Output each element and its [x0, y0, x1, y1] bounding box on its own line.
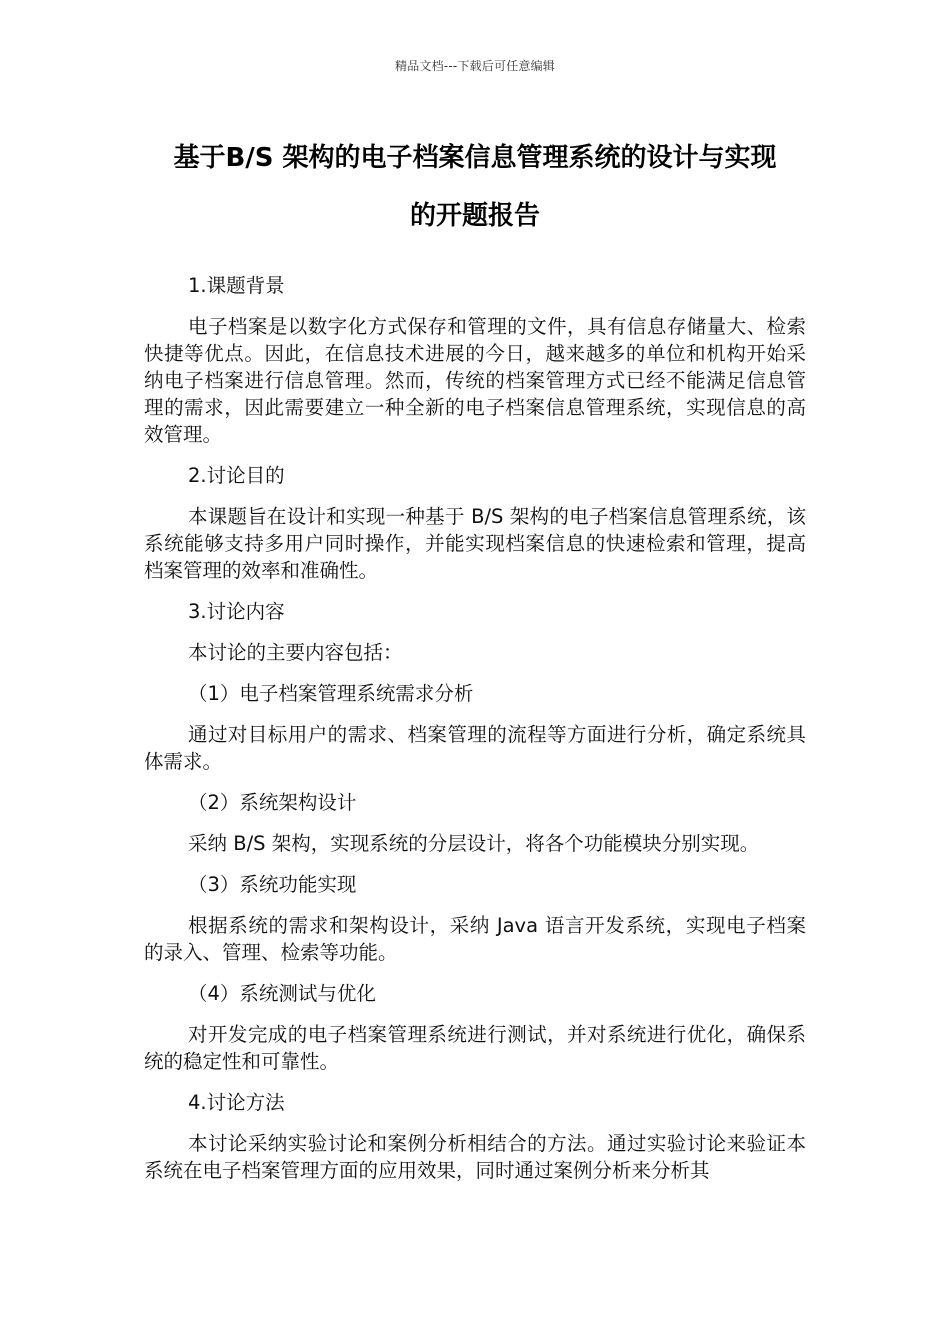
section-heading-content: 3.讨论内容 [188, 600, 285, 623]
page-header: 精品文档---下载后可任意编辑 [395, 59, 555, 73]
paragraph-method: 本讨论采纳实验讨论和案例分析相结合的方法。通过实验讨论来验证本系统在电子档案管理方面的应用效果，同时通过案例分析来分析其 [144, 1132, 806, 1182]
subheading-implementation: （3）系统功能实现 [188, 873, 357, 896]
subheading-architecture: （2）系统架构设计 [188, 791, 357, 814]
document-title-line-2: 的开题报告 [409, 201, 540, 231]
document-body [144, 272, 806, 1198]
paragraph-architecture: 采纳 B/S 架构，实现系统的分层设计，将各个功能模块分别实现。 [188, 832, 760, 855]
subheading-testing: （4）系统测试与优化 [188, 982, 376, 1005]
paragraph-testing: 对开发完成的电子档案管理系统进行测试，并对系统进行优化，确保系统的稳定性和可靠性。 [144, 1023, 806, 1073]
paragraph-purpose: 本课题旨在设计和实现一种基于 B/S 架构的电子档案信息管理系统，该系统能够支持多用户同时操作，并能实现档案信息的快速检索和管理，提高档案管理的效率和准确性。 [144, 505, 806, 582]
section-heading-method: 4.讨论方法 [188, 1091, 285, 1114]
paragraph-implementation: 根据系统的需求和架构设计，采纳 Java 语言开发系统，实现电子档案的录入、管理、检索等功能。 [144, 914, 806, 964]
paragraph-background: 电子档案是以数字化方式保存和管理的文件，具有信息存储量大、检索快捷等优点。因此，在信息技术进展的今日，越来越多的单位和机构开始采纳电子档案进行信息管理。然而，传统的档案管理方式已经不能满足信息管理的需求，因此需要建立一种全新的电子档案信息管理系统，实现信息的高效管理。 [144, 315, 806, 446]
paragraph-content-intro: 本讨论的主要内容包括： [188, 641, 403, 664]
section-heading-purpose: 2.讨论目的 [188, 464, 285, 487]
paragraph-requirements: 通过对目标用户的需求、档案管理的流程等方面进行分析，确定系统具体需求。 [144, 723, 806, 773]
subheading-requirements: （1）电子档案管理系统需求分析 [188, 682, 474, 705]
document-title-line-1: 基于B/S 架构的电子档案信息管理系统的设计与实现 [173, 143, 777, 173]
section-heading-background: 1.课题背景 [188, 274, 285, 297]
